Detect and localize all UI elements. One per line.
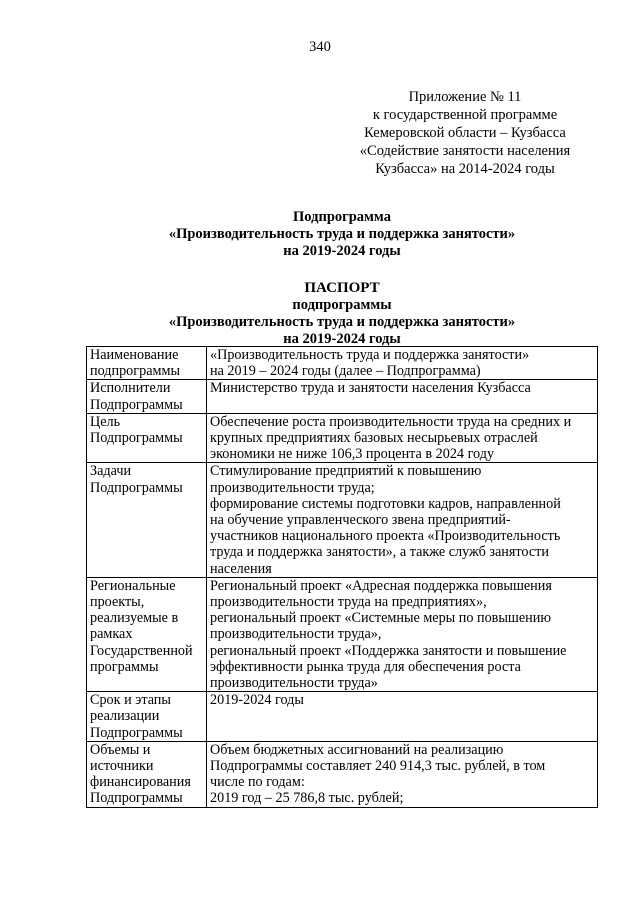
page-number: 340	[309, 39, 331, 55]
value-line: крупных предприятиях базовых несырьевых отраслей	[210, 430, 538, 447]
row-value	[207, 692, 598, 742]
table-row	[87, 463, 598, 577]
row-label	[87, 463, 207, 577]
value-line: Обеспечение роста производительности труда на средних и	[210, 413, 572, 430]
value-line: производительности труда»,	[210, 626, 382, 643]
value-line: Стимулирование предприятий к повышению	[210, 463, 482, 480]
label-line: реализуемые в	[90, 610, 179, 627]
value-line: 2019-2024 годы	[210, 692, 304, 709]
value-line: участников национального проекта «Производительность	[210, 528, 561, 545]
passport-heading	[0, 280, 640, 348]
value-line: 2019 год – 25 786,8 тыс. рублей;	[210, 790, 404, 807]
table-row	[87, 380, 598, 413]
value-line: «Производительность труда и поддержка занятости»	[210, 347, 530, 363]
value-line: Подпрограммы составляет 240 914,3 тыс. рублей, в том	[210, 758, 546, 775]
appendix-line: Кемеровской области – Кузбасса	[364, 125, 566, 141]
row-label	[87, 577, 207, 691]
label-line: Подпрограммы	[90, 396, 183, 413]
value-line: Министерство труда и занятости населения Кузбасса	[210, 380, 531, 397]
label-line: финансирования	[90, 774, 191, 791]
value-line: производительности труда;	[210, 479, 375, 496]
table-row	[87, 577, 598, 691]
label-line: Задачи	[90, 463, 132, 480]
value-line: числе по годам:	[210, 774, 305, 791]
appendix-note	[340, 88, 590, 178]
label-line: Подпрограммы	[90, 790, 183, 807]
appendix-line: к государственной программе	[372, 107, 558, 123]
subprogram-heading-line: Подпрограмма	[293, 209, 391, 225]
passport-heading-line: «Производительность труда и поддержка занятости»	[168, 314, 516, 330]
row-label	[87, 741, 207, 807]
value-line: региональный проект «Поддержка занятости и повышение	[210, 642, 567, 659]
row-value	[207, 413, 598, 463]
value-line: труда и поддержка занятости», а также служб занятости	[210, 544, 549, 561]
passport-heading-line: подпрограммы	[292, 297, 392, 313]
row-label	[87, 413, 207, 463]
appendix-line: Приложение № 11	[408, 89, 522, 105]
label-line: Исполнители	[90, 380, 171, 397]
passport-title: ПАСПОРТ	[304, 280, 380, 296]
label-line: Подпрограммы	[90, 430, 183, 447]
row-label	[87, 347, 207, 380]
label-line: Цель	[90, 413, 121, 430]
label-line: программы	[90, 658, 159, 675]
subprogram-heading-line: на 2019-2024 годы	[283, 243, 401, 259]
label-line: Подпрограммы	[90, 479, 183, 496]
row-value	[207, 380, 598, 413]
table-row	[87, 692, 598, 742]
row-label	[87, 692, 207, 742]
row-value	[207, 347, 598, 380]
appendix-line: «Содействие занятости населения	[359, 143, 571, 159]
table-row	[87, 413, 598, 463]
value-line: на обучение управленческого звена предприятий-	[210, 512, 511, 529]
value-line: Объем бюджетных ассигнований на реализацию	[210, 741, 504, 758]
value-line: эффективности рынка труда для обеспечения роста	[210, 658, 521, 675]
label-line: рамках	[90, 626, 133, 643]
label-line: реализации	[90, 708, 160, 725]
label-line: Объемы и	[90, 741, 151, 758]
label-line: Срок и этапы	[90, 692, 171, 709]
row-label	[87, 380, 207, 413]
label-line: Наименование	[90, 347, 179, 363]
passport-table	[86, 346, 598, 808]
label-line: подпрограммы	[90, 363, 180, 380]
value-line: региональный проект «Системные меры по повышению	[210, 610, 551, 627]
label-line: Подпрограммы	[90, 724, 183, 741]
subprogram-heading-line: «Производительность труда и поддержка занятости»	[168, 226, 516, 242]
value-line: на 2019 – 2024 годы (далее – Подпрограмма)	[210, 363, 481, 380]
passport-heading-line: на 2019-2024 годы	[283, 331, 401, 347]
value-line: экономики не ниже 106,3 процента в 2024 году	[210, 446, 495, 463]
row-value	[207, 741, 598, 807]
value-line: формирование системы подготовки кадров, направленной	[210, 495, 561, 512]
label-line: Государственной	[90, 642, 193, 659]
row-value	[207, 577, 598, 691]
row-value	[207, 463, 598, 577]
value-line: производительности труда»	[210, 675, 378, 692]
appendix-line: Кузбасса» на 2014-2024 годы	[375, 161, 555, 177]
label-line: проекты,	[90, 594, 145, 611]
subprogram-heading	[0, 209, 640, 260]
value-line: производительности труда на предприятиях»,	[210, 594, 487, 611]
table-row	[87, 347, 598, 380]
table-row	[87, 741, 598, 807]
value-line: населения	[210, 560, 272, 577]
label-line: источники	[90, 758, 154, 775]
value-line: Региональный проект «Адресная поддержка повышения	[210, 577, 552, 594]
label-line: Региональные	[90, 577, 176, 594]
